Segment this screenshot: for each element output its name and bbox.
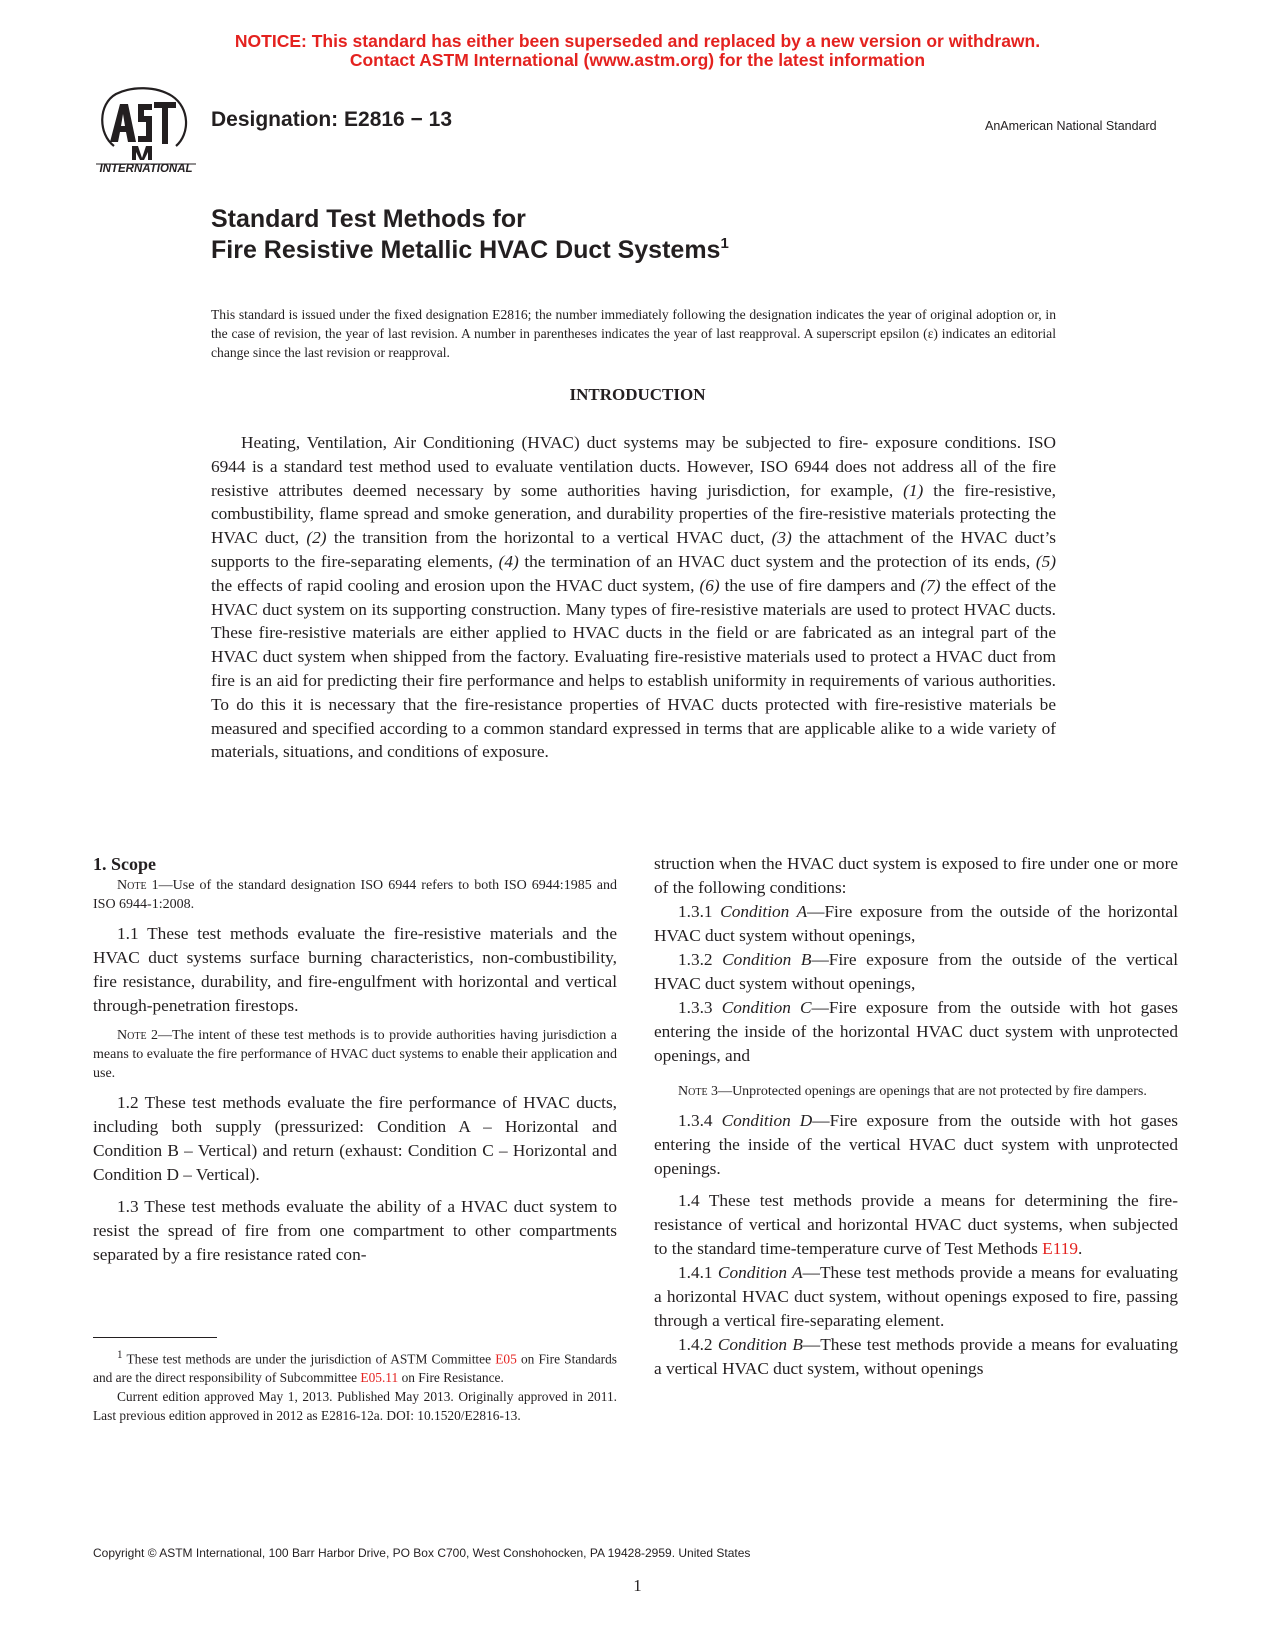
footnote-text: These test methods are under the jurisdiction of ASTM Committee [126, 1351, 492, 1367]
condition-label: Condition C [721, 998, 812, 1017]
intro-text: Heating, Ventilation, Air Conditioning (HVAC) duct systems may be subjected to fire- exposure conditions. ISO 6944 is a standard test method used to evaluate ventilation ducts. However, ISO 6944 does not address all of the fire resistive attributes deemed necessary by some authorities having jurisdiction, for example, [211, 433, 1056, 500]
note-2 [93, 1026, 617, 1083]
section-1-3-3 [654, 996, 1178, 1068]
intro-item-marker: (5) [1035, 551, 1056, 571]
american-national-standard-label: AnAmerican National Standard [985, 119, 1157, 133]
note-1 [93, 876, 617, 914]
section-text: —These test methods provide a means for evaluating a horizontal HVAC duct system, without openings exposed to fire, passing through a vertical fire-separating element. [654, 1263, 1178, 1330]
footnote-2: Current edition approved May 1, 2013. Published May 2013. Originally approved in 2011. Last previous edition approved in 2012 as E2816-12a. DOI: 10.1520/E2816-13. [93, 1389, 617, 1424]
title-line-2-text: Fire Resistive Metallic HVAC Duct Systems [211, 236, 721, 264]
notice-line-1: NOTICE: This standard has either been superseded and replaced by a new version or withdrawn. [234, 31, 1041, 51]
section-1-3-4 [654, 1109, 1178, 1181]
section-text: . [1078, 1239, 1083, 1258]
intro-item-marker: (7) [920, 575, 941, 595]
condition-label: Condition A [717, 1263, 803, 1282]
intro-text: the fire-resistive, combustibility, flame spread and smoke generation, and durability properties of the fire-resistive materials protecting the HVAC duct, [211, 480, 1056, 548]
condition-label: Condition A [720, 902, 808, 921]
intro-item-marker: (4) [498, 551, 519, 571]
note-text: —Use of the standard designation ISO 6944 refers to both ISO 6944:1985 and ISO 6944-1:2008. [93, 878, 617, 912]
section-text: 1.4 These test methods provide a means for determining the fire-resistance of vertical and horizontal HVAC duct systems, when subjected to the standard time-temperature curve of Test Methods [654, 1191, 1178, 1258]
section-number: 1.3.1 [678, 902, 713, 921]
issue-statement: This standard is issued under the fixed designation E2816; the number immediately following the designation indicates the year of original adoption or, in the case of revision, the year of last revision. A number in parentheses indicates the year of last reapproval. A superscript epsilon (ε) indicates an editorial change since the last revision or reapproval. [211, 307, 1056, 360]
intro-item-marker: (6) [699, 575, 720, 595]
section-1-3-1 [654, 900, 1178, 948]
document-title [211, 204, 729, 266]
introduction-body [211, 431, 1056, 764]
section-number: 1.3.4 [678, 1111, 713, 1130]
condition-label: Condition B [722, 950, 812, 969]
committee-e05-link[interactable]: E05 [495, 1351, 517, 1367]
intro-text: the use of fire dampers and [724, 575, 916, 595]
section-number: 1.4.1 [678, 1263, 713, 1282]
section-text: —Fire exposure from the outside of the vertical HVAC duct system without openings, [654, 950, 1178, 993]
condition-label: Condition D [721, 1111, 813, 1130]
footnote-text: on Fire Resistance. [401, 1370, 504, 1386]
footnote-mark: 1 [117, 1349, 123, 1361]
note-text: —The intent of these test methods is to provide authorities having jurisdiction a means to evaluate the fire performance of HVAC duct systems to enable their application and use. [93, 1028, 617, 1081]
footnote-1 [93, 1346, 617, 1387]
left-column [93, 852, 617, 1267]
intro-text: the effects of rapid cooling and erosion upon the HVAC duct system, [211, 575, 695, 595]
section-number: 1.3.3 [678, 998, 713, 1017]
section-1-3: 1.3 These test methods evaluate the ability of a HVAC duct system to resist the spread of fire from one compartment to other compartments separated by a fire resistance rated con- [93, 1197, 617, 1264]
logo-international-text: INTERNATIONAL [99, 163, 193, 175]
section-text: —Fire exposure from the outside with hot gases entering the inside of the horizontal HVAC duct system with unprotected openings, and [654, 998, 1178, 1065]
footnote-divider [93, 1337, 217, 1338]
section-1-3-2 [654, 948, 1178, 996]
footnote-text: on Fire Standards and are the direct responsibility of Subcommittee [93, 1351, 617, 1386]
section-1-1: 1.1 These test methods evaluate the fire-resistive materials and the HVAC duct systems surface burning characteristics, non-combustibility, fire resistance, durability, and fire-engulfment with horizontal and vertical through-penetration firestops. [93, 924, 617, 1015]
title-line-2 [211, 235, 729, 266]
astm-logo [92, 84, 200, 176]
intro-text: the transition from the horizontal to a vertical HVAC duct, [333, 528, 765, 548]
copyright-line: Copyright © ASTM International, 100 Barr Harbor Drive, PO Box C700, West Conshohocken, PA 19428-2959. United States [93, 1546, 751, 1560]
title-line-1: Standard Test Methods for [211, 205, 526, 233]
condition-label: Condition B [717, 1335, 803, 1354]
right-column [654, 852, 1178, 1381]
section-text: —Fire exposure from the outside of the horizontal HVAC duct system without openings, [654, 902, 1179, 945]
designation: Designation: E2816 − 13 [211, 108, 453, 131]
section-1-4 [654, 1189, 1178, 1261]
section-1-3-continued: struction when the HVAC duct system is exposed to fire under one or more of the following conditions: [654, 854, 1178, 897]
page-number: 1 [633, 1576, 642, 1595]
intro-item-marker: (3) [771, 528, 792, 548]
note-text: —Unprotected openings are openings that are not protected by fire dampers. [718, 1084, 1147, 1099]
scope-heading: 1. Scope [93, 854, 156, 874]
note-label: Note 3 [678, 1084, 719, 1099]
note-3 [654, 1082, 1178, 1101]
intro-text: the termination of an HVAC duct system and the protection of its ends, [524, 551, 1031, 571]
note-label: Note 2 [117, 1028, 159, 1043]
title-footnote-mark: 1 [720, 235, 729, 252]
notice-line-2: Contact ASTM International (www.astm.org) for the latest information [349, 50, 926, 70]
intro-item-marker: (1) [903, 480, 924, 500]
introduction-heading: INTRODUCTION [569, 385, 706, 404]
intro-item-marker: (2) [306, 528, 327, 548]
note-label: Note 1 [117, 878, 159, 893]
intro-text: the attachment of the HVAC duct’s supports to the fire-separating elements, [211, 528, 1056, 571]
section-1-2: 1.2 These test methods evaluate the fire performance of HVAC ducts, including both supply (pressurized: Condition A – Horizontal and Condition B – Vertical) and return (exhaust: Condition C – Horizontal and Condition D – Vertical). [93, 1093, 617, 1184]
introduction-paragraph [211, 431, 1056, 764]
section-number: 1.3.2 [678, 950, 713, 969]
section-text: —These test methods provide a means for evaluating a vertical HVAC duct system, without openings [654, 1335, 1178, 1378]
subcommittee-e05-11-link[interactable]: E05.11 [360, 1370, 399, 1386]
section-1-4-2 [654, 1333, 1178, 1381]
e119-link[interactable]: E119 [1042, 1239, 1078, 1258]
section-text: —Fire exposure from the outside with hot gases entering the inside of the vertical HVAC duct system with unprotected openings. [654, 1111, 1179, 1178]
section-number: 1.4.2 [678, 1335, 713, 1354]
withdrawal-notice [0, 32, 1275, 70]
footnotes [93, 1346, 617, 1425]
intro-text: the effect of the HVAC duct system on its supporting construction. Many types of fire-resistive materials are used to protect HVAC ducts. These fire-resistive materials are either applied to HVAC ducts in the field or are fabricated as an integral part of the HVAC duct system when shipped from the factory. Evaluating fire-resistive materials used to protect a HVAC duct from fire is an aid for predicting their fire performance and helps to establish uniformity in requirements of various authorities. To do this it is necessary that the fire-resistance properties of HVAC ducts protected with fire-resistive materials be measured and specified according to a common standard expressed in terms that are applicable alike to a wide variety of materials, situations, and conditions of exposure. [211, 575, 1056, 762]
section-1-4-1 [654, 1261, 1178, 1333]
